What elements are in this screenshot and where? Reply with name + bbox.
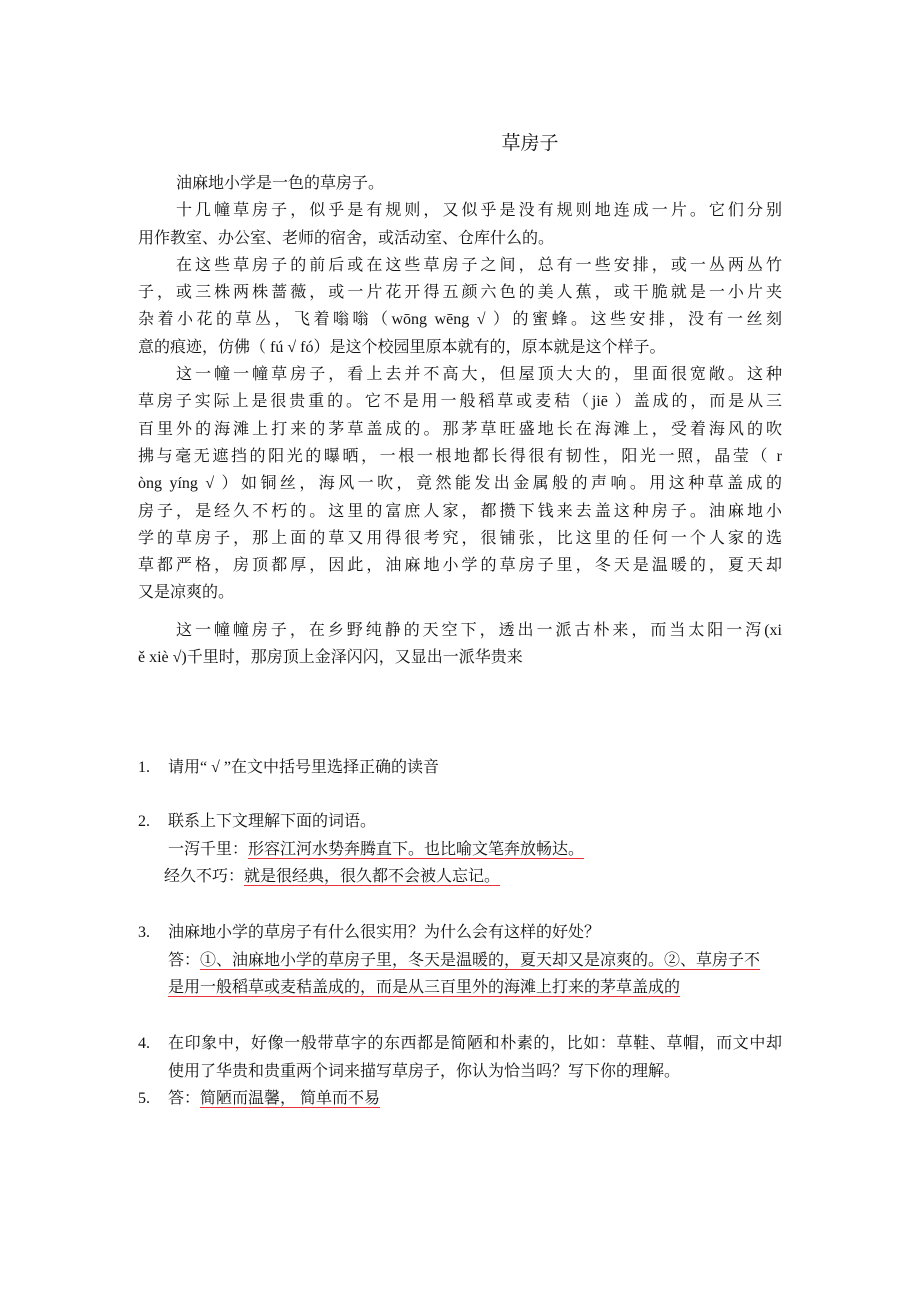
answer-text: 就是很经典，很久都不会被人忘记。 [244,868,501,885]
paragraph-line: 草房子实际上是很贵重的。它不是用一般稻草或麦秸（jiē ）盖成的，而是从三 [138,393,782,411]
question-3 [138,919,782,1002]
passage [138,170,782,671]
question-text: 在印象中，好像一般带草字的东西都是简陋和朴素的，比如：草鞋、草帽，而文中却 [168,1035,782,1052]
paragraph-line: 百里外的海滩上打来的茅草盖成的。那茅草旺盛地长在海滩上，受着海风的吹 [138,420,782,438]
paragraph-line: 意的痕迹，仿佛（ fú √ fó）是这个校园里原本就有的，原本就是这个样子。 [138,338,666,356]
question-number: 2. [138,813,150,830]
paragraph-line: òng yíng √ ）如铜丝，海风一吹，竟然能发出金属般的声响。用这种草盖成的 [138,475,782,493]
question-1 [138,754,782,782]
paragraph-line: 用作教室、办公室、老师的宿舍，或活动室、仓库什么的。 [138,229,555,247]
question-number: 3. [138,924,150,941]
question-number: 4. [138,1035,150,1052]
question-number: 5. [138,1090,150,1107]
paragraph-line: 这一幢幢房子，在乡野纯静的天空下，透出一派古朴来，而当太阳一泻(xi [176,621,782,639]
paragraph-line: 学的草房子，那上面的草又用得很考究，很铺张，比这里的任何一个人家的选 [138,529,782,547]
answer-label: 答： [168,951,201,969]
paragraph-line: 房子，是经久不朽的。这里的富庶人家，都攒下钱来去盖这种房子。油麻地小 [138,502,782,520]
paragraph-line: 十几幢草房子，似乎是有规则，又似乎是没有规则地连成一片。它们分别 [176,202,782,220]
paragraph-line: 草都严格，房顶都厚，因此，油麻地小学的草房子里，冬天是温暖的，夏天却 [138,557,782,575]
answer-text: ①、油麻地小学的草房子里，冬天是温暖的，夏天却又是凉爽的。②、草房子不 [200,951,761,969]
question-2 [138,808,782,891]
paragraph-line: 油麻地小学是一色的草房子。 [176,175,385,192]
question-text: 联系上下文理解下面的词语。 [168,813,377,830]
document-title: 草房子 [501,133,559,154]
answer-text: 简陋而温馨， 简单而不易 [200,1090,381,1107]
question-text: 使用了华贵和贵重两个词来描写草房子，你认为恰当吗？写下你的理解。 [168,1062,681,1080]
question-text: 油麻地小学的草房子有什么很实用？为什么会有这样的好处？ [168,924,601,941]
paragraph-line: 在这些草房子的前后或在这些草房子之间，总有一些安排，或一丛两丛竹 [176,256,782,274]
answer-label: 答： [168,1090,201,1107]
answer-text: 形容江河水势奔腾直下。也比喻文笔奔放畅达。 [248,840,585,858]
paragraph-line: 杂着小花的草丛，飞着嗡嗡（wōng wēng √ ）的蜜蜂。这些安排，没有一丝刻 [138,311,782,329]
paragraph-line: 子，或三株两株蔷薇，或一片花开得五颜六色的美人蕉，或干脆就是一小片夹 [138,284,782,302]
answer-text: 是用一般稻草或麦秸盖成的，而是从三百里外的海滩上打来的茅草盖成的 [168,979,681,996]
question-number: 1. [138,759,150,776]
paragraph-line: 拂与毫无遮挡的阳光的曝晒，一根一根地都长得很有韧性，阳光一照，晶莹（ r [138,447,782,465]
term-label: 一泻千里： [168,840,249,858]
paragraph-line: ě xiè √)千里时，那房顶上金泽闪闪，又显出一派华贵来 [138,649,523,667]
question-4 [138,1030,782,1113]
paragraph-line: 这一幢一幢草房子，看上去并不高大，但屋顶大大的，里面很宽敞。这种 [176,366,782,384]
question-text: 请用“ √ ”在文中括号里选择正确的读音 [168,759,439,776]
paragraph-line: 又是凉爽的。 [138,584,235,602]
term-label: 经久不巧： [164,868,245,885]
